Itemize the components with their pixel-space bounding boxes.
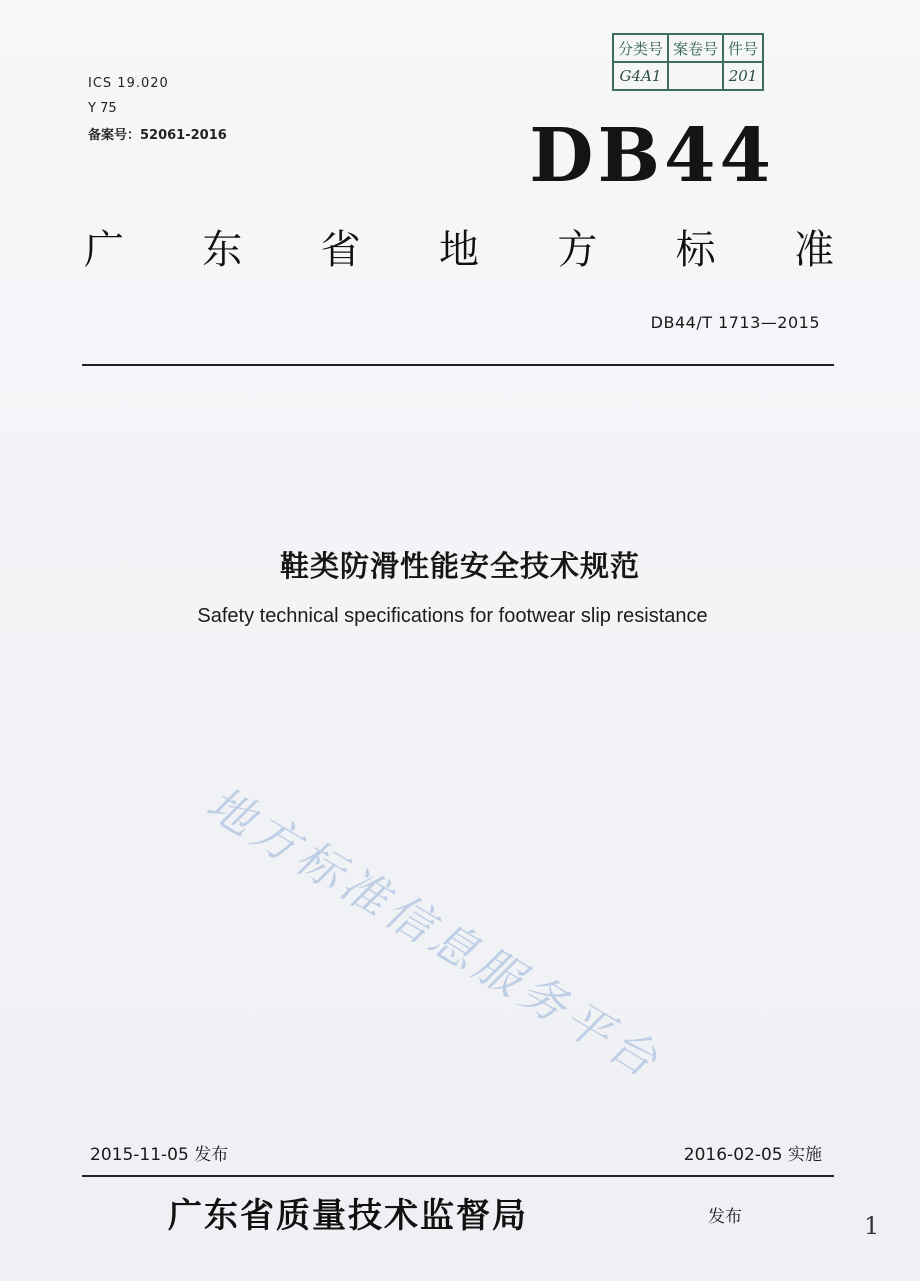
footer-divider bbox=[82, 1175, 834, 1177]
issue-label: 发布 bbox=[708, 1207, 742, 1227]
stamp-value-item-no: 201 bbox=[723, 62, 763, 90]
standard-type-char: 标 bbox=[675, 227, 716, 273]
stamp-value-class-no: G4A1 bbox=[613, 62, 668, 90]
stamp-header-class-no: 分类号 bbox=[613, 34, 668, 62]
standard-type-char: 地 bbox=[438, 227, 479, 273]
classification-code: Y 75 bbox=[88, 101, 117, 116]
watermark-text: 地方标准信息服务平台 bbox=[197, 775, 672, 1090]
header-divider bbox=[82, 364, 834, 366]
standard-type-char: 方 bbox=[557, 227, 598, 273]
standard-type-char: 省 bbox=[320, 227, 361, 273]
issuing-authority: 广东省质量技术监督局 bbox=[168, 1196, 528, 1236]
db44-logo: DB44 bbox=[529, 113, 775, 199]
document-title-en: Safety technical specifications for footwear slip resistance bbox=[197, 605, 708, 627]
stamp-header-file-no: 案卷号 bbox=[668, 34, 723, 62]
issue-date: 2015-11-05 发布 bbox=[90, 1145, 229, 1165]
document-title-cn: 鞋类防滑性能安全技术规范 bbox=[279, 549, 640, 583]
standard-type-char: 东 bbox=[202, 227, 243, 273]
archive-stamp-header-row bbox=[613, 34, 763, 62]
page-number: 1 bbox=[864, 1212, 880, 1240]
archive-stamp-value-row bbox=[613, 62, 763, 90]
standard-type-char: 广 bbox=[84, 227, 124, 273]
ics-code: ICS 19.020 bbox=[88, 76, 169, 91]
record-number: 备案号：52061-2016 bbox=[88, 128, 227, 143]
stamp-value-file-no bbox=[668, 62, 723, 90]
implementation-date: 2016-02-05 实施 bbox=[683, 1145, 822, 1165]
archive-stamp bbox=[612, 33, 764, 91]
standard-type-heading bbox=[84, 218, 834, 275]
standard-type-char: 准 bbox=[793, 227, 834, 273]
standard-number: DB44/T 1713—2015 bbox=[650, 313, 820, 332]
stamp-header-item-no: 件号 bbox=[723, 34, 763, 62]
